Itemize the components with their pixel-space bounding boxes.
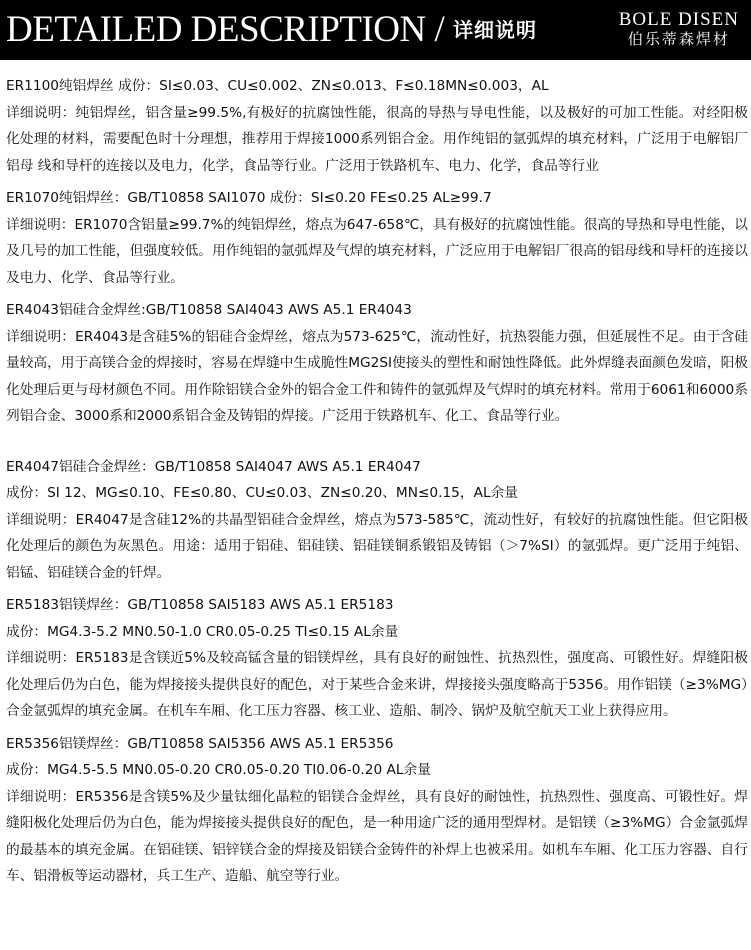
header-banner xyxy=(0,0,751,58)
product-description: 详细说明：ER4047是含硅12%的共晶型铝硅合金焊丝，熔点为573-585℃，流动性好，有较好的抗腐蚀性能。但它阳极化处理后的颜色为灰黑色。用途：适用于铝硅、铝硅镁、铝硅镁铜系锻铝及铸铝（＞7%SI）的氩弧焊。更广泛用于纯铝、铝锰、铝硅镁合金的钎焊。 xyxy=(6,511,748,581)
product-section-er5183 xyxy=(6,592,748,725)
product-composition-line: 成份：MG4.3-5.2 MN0.50-1.0 CR0.05-0.25 TI≤0.15 AL余量 xyxy=(6,623,399,640)
product-spec-line: ER4043铝硅合金焊丝:GB/T10858 SAI4043 AWS A5.1 ER4043 xyxy=(6,302,412,318)
product-composition-line: 成份：SI 12、MG≤0.10、FE≤0.80、CU≤0.03、ZN≤0.20、MN≤0.15，AL余量 xyxy=(6,485,518,501)
product-description: 详细说明：ER5183是含镁近5%及较高锰含量的铝镁焊丝，具有良好的耐蚀性、抗热烈性，强度高、可锻性好。焊缝阳极化处理后仍为白色，能为焊接接头提供良好的配色，对于某些合金来讲，焊接接头强度略高于5356。用作铝镁（≥3%MG）合金氩弧焊的填充金属。在机车车厢、化工压力容器、核工业、造船、制冷、锅炉及航空航天工业上获得应用。 xyxy=(6,650,748,719)
product-spec-line: ER1100纯铝焊丝 成份：SI≤0.03、CU≤0.002、ZN≤0.013、F≤0.18MN≤0.003，AL xyxy=(6,78,549,94)
product-description: 详细说明：纯铝焊丝，铝含量≥99.5%,有极好的抗腐蚀性能，很高的导热与导电性能，以及极好的可加工性能。对经阳极化处理的材料，需要配色时十分理想，推荐用于焊接1000系列铝合金。用作纯铝的氩弧焊的填充材料，广泛用于电解铝厂铝母 线和导杆的连接以及电力，化学，食品等行业。广泛用于铁路机车、电力、化学，食品等行业 xyxy=(6,104,748,174)
product-spec-line: ER1070纯铝焊丝：GB/T10858 SAI1070 成份：SI≤0.20 FE≤0.25 AL≥99.7 xyxy=(6,190,492,206)
product-spec-line: ER5356铝镁焊丝：GB/T10858 SAI5356 AWS A5.1 ER5356 xyxy=(6,735,394,752)
brand-name-en: BOLE DISEN xyxy=(618,9,739,30)
product-section-er4043 xyxy=(6,297,748,430)
product-section-er5356 xyxy=(6,731,748,890)
product-composition-line: 成份：MG4.5-5.5 MN0.05-0.20 CR0.05-0.20 TI0.06-0.20 AL余量 xyxy=(6,762,431,778)
product-description: 详细说明：ER1070含铝量≥99.7%的纯铝焊丝，熔点为647-658℃，具有极好的抗腐蚀性能。很高的导热和导电性能，以及几号的加工性能，但强度较低。用作纯铝的氩弧焊及气焊的填充材料，广泛应用于电解铝厂很高的铝母线和导杆的连接以及电力、化学、食品等行业。 xyxy=(6,216,748,286)
product-section-er4047 xyxy=(6,454,748,587)
product-description: 详细说明：ER4043是含硅5%的铝硅合金焊丝，熔点为573-625℃，流动性好，抗热裂能力强，但延展性不足。由于含硅量较高，用于高镁合金的焊接时，容易在焊缝中生成脆性MG2SI使接头的塑性和耐蚀性降低。此外焊缝表面颜色发暗，阳极化处理后更与母材颜色不同。用作除铝镁合金外的铝合金工件和铸件的氩弧焊及气焊时的填充材料。常用于6061和6000系列铝合金、3000系和2000系铝合金及铸铝的焊接。广泛用于铁路机车、化工、食品等行业。 xyxy=(6,328,748,424)
brand-logo xyxy=(619,10,739,48)
title-separator: / xyxy=(434,9,453,50)
page-title-en: DETAILED DESCRIPTION xyxy=(6,9,426,50)
brand-name-cn: 伯乐蒂森焊材 xyxy=(627,30,730,48)
product-description: 详细说明：ER5356是含镁5%及少量钛细化晶粒的铝镁合金焊丝，具有良好的耐蚀性，抗热烈性、强度高、可锻性好。焊缝阳极化处理后仍为白色，能为焊接接头提供良好的配色，是一种用途广泛的通用型焊材。是铝镁（≥3%MG）合金氩弧焊的最基本的填充金属。在铝硅镁、铝锌镁合金的焊接及铝镁合金铸件的补焊上也被采用。如机车车厢、化工压力容器、自行车、铝滑板等运动器材，兵工生产、造船、航空等行业。 xyxy=(6,788,748,884)
description-content xyxy=(6,73,748,896)
page-title-cn: 详细说明 xyxy=(452,18,537,42)
page-title xyxy=(6,10,537,50)
product-section-er1100 xyxy=(6,73,748,179)
product-spec-line: ER5183铝镁焊丝：GB/T10858 SAI5183 AWS A5.1 ER5183 xyxy=(6,597,394,613)
product-section-er1070 xyxy=(6,185,748,291)
product-spec-line: ER4047铝硅合金焊丝：GB/T10858 SAI4047 AWS A5.1 ER4047 xyxy=(6,458,421,475)
header-divider xyxy=(0,58,751,60)
